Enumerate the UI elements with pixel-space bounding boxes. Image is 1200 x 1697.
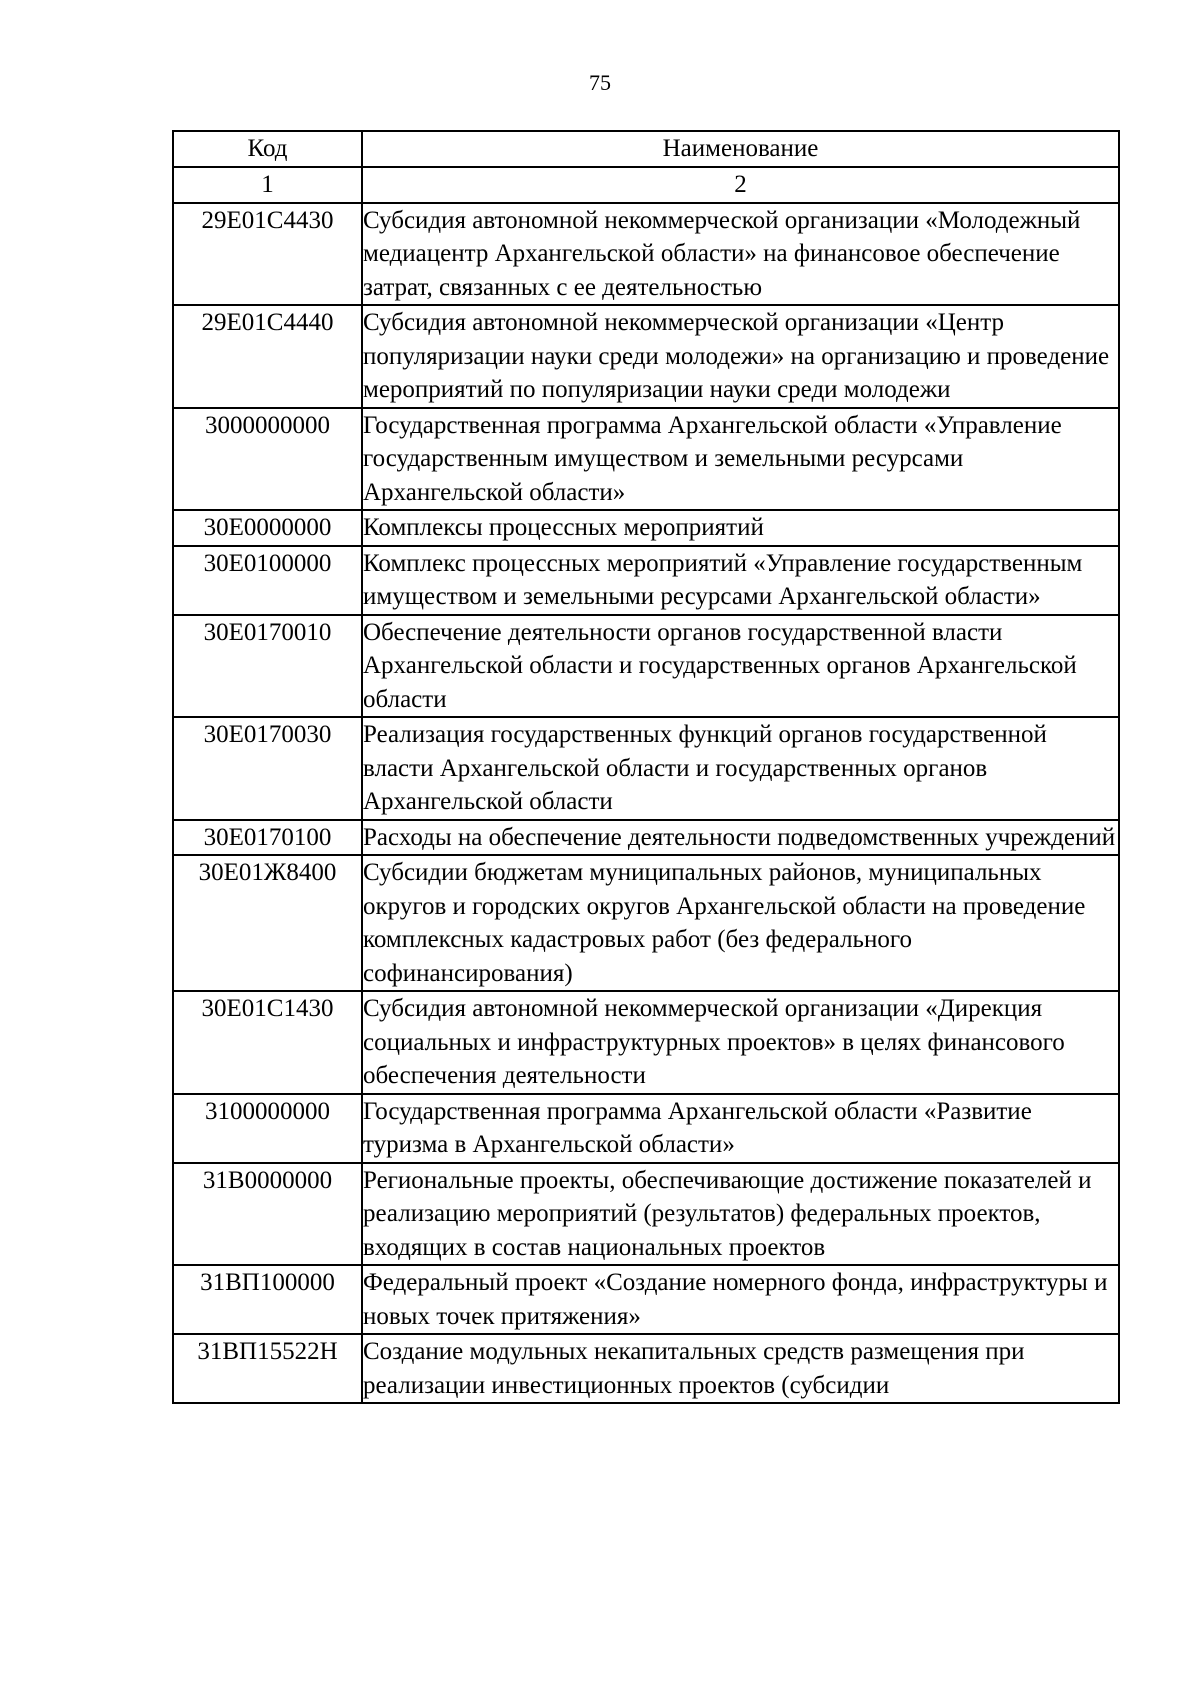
table-row <box>173 408 1119 511</box>
column-number-name: 2 <box>362 167 1119 203</box>
row-name: Обеспечение деятельности органов государственной власти Архангельской области и государственных органов Архангельской области <box>362 615 1119 718</box>
row-code: 29Е01С4430 <box>173 203 362 306</box>
table-row <box>173 717 1119 820</box>
row-code: 30Е01С1430 <box>173 991 362 1094</box>
row-name: Комплексы процессных мероприятий <box>362 510 1119 546</box>
row-name: Государственная программа Архангельской области «Управление государственным имуществом и земельными ресурсами Архангельской области» <box>362 408 1119 511</box>
header-name: Наименование <box>362 131 1119 167</box>
row-code: 30Е0100000 <box>173 546 362 615</box>
table-row <box>173 1334 1119 1403</box>
table-header <box>173 131 1119 203</box>
column-number-row <box>173 167 1119 203</box>
row-code: 30Е01Ж8400 <box>173 855 362 991</box>
table-row <box>173 1265 1119 1334</box>
budget-code-table <box>172 130 1120 1404</box>
row-name: Субсидия автономной некоммерческой организации «Дирекция социальных и инфраструктурных проектов» в целях финансового обеспечения деятельности <box>362 991 1119 1094</box>
header-code: Код <box>173 131 362 167</box>
table-row <box>173 991 1119 1094</box>
row-code: 30Е0170010 <box>173 615 362 718</box>
row-name: Государственная программа Архангельской области «Развитие туризма в Архангельской области» <box>362 1094 1119 1163</box>
row-code: 31ВП100000 <box>173 1265 362 1334</box>
row-code: 31В0000000 <box>173 1163 362 1266</box>
row-name: Комплекс процессных мероприятий «Управление государственным имуществом и земельными ресурсами Архангельской области» <box>362 546 1119 615</box>
row-name: Региональные проекты, обеспечивающие достижение показателей и реализацию мероприятий (результатов) федеральных проектов, входящих в состав национальных проектов <box>362 1163 1119 1266</box>
table-row <box>173 1094 1119 1163</box>
row-code: 29Е01С4440 <box>173 305 362 408</box>
column-number-code: 1 <box>173 167 362 203</box>
row-name: Субсидии бюджетам муниципальных районов, муниципальных округов и городских округов Архангельской области на проведение комплексных кадастровых работ (без федерального софинансирования) <box>362 855 1119 991</box>
header-row <box>173 131 1119 167</box>
table-body <box>173 203 1119 1404</box>
row-code: 31ВП15522Н <box>173 1334 362 1403</box>
table-row <box>173 203 1119 306</box>
row-name: Субсидия автономной некоммерческой организации «Молодежный медиацентр Архангельской области» на финансовое обеспечение затрат, связанных с ее деятельностью <box>362 203 1119 306</box>
row-code: 30Е0170100 <box>173 820 362 856</box>
table-row <box>173 855 1119 991</box>
row-name: Создание модульных некапитальных средств размещения при реализации инвестиционных проектов (субсидии <box>362 1334 1119 1403</box>
page-number: 75 <box>589 70 611 95</box>
table-row <box>173 615 1119 718</box>
row-code: 3000000000 <box>173 408 362 511</box>
table-row <box>173 305 1119 408</box>
row-name: Расходы на обеспечение деятельности подведомственных учреждений <box>362 820 1119 856</box>
table-row <box>173 546 1119 615</box>
row-code: 3100000000 <box>173 1094 362 1163</box>
table-row <box>173 510 1119 546</box>
row-name: Федеральный проект «Создание номерного фонда, инфраструктуры и новых точек притяжения» <box>362 1265 1119 1334</box>
row-name: Субсидия автономной некоммерческой организации «Центр популяризации науки среди молодежи» на организацию и проведение мероприятий по популяризации науки среди молодежи <box>362 305 1119 408</box>
row-code: 30Е0170030 <box>173 717 362 820</box>
row-code: 30Е0000000 <box>173 510 362 546</box>
table-row <box>173 1163 1119 1266</box>
row-name: Реализация государственных функций органов государственной власти Архангельской области и государственных органов Архангельской области <box>362 717 1119 820</box>
table-row <box>173 820 1119 856</box>
